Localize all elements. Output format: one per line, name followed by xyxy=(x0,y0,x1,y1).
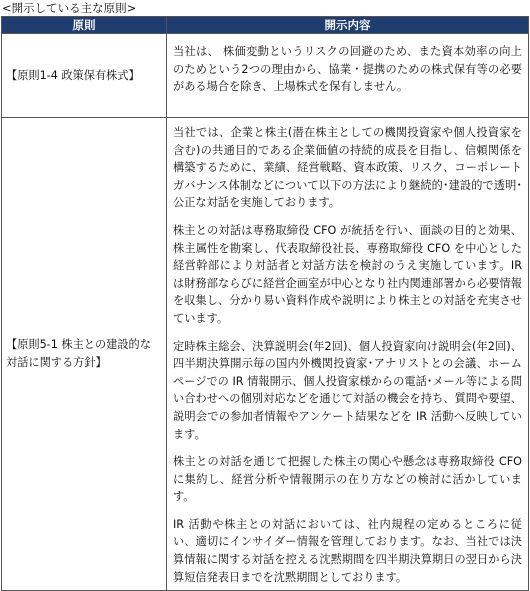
content-paragraph: 株主との対話は専務取締役 CFO が統括を行い、面談の目的と効果、株主属性を勘案し、代表取締役社長、専務取締役 CFO を中心とした経営幹部により対話者と対話方法を検討のうえ実施しています。IR は財務部ならびに経営企画室が中心となり社内関連部署から必要情報を収集し、分かり易い資料作成や説明により株主との対話を充実させています。 xyxy=(173,223,522,325)
principle-cell: 【原則1-4 政策保有株式】 xyxy=(2,34,167,118)
content-paragraph: 当社では、企業と株主(潜在株主としての機関投資家や個人投資家を含む)の共通目的である企業価値の持続的成長を目指し、信頼関係を構築するために、業績、経営戦略、資本政策、リスク、コーポレートガバナンス体制などについて以下の方法により継続的･建設的で透明･公正な対話を実施しております。 xyxy=(173,126,522,210)
principle-cell: 【原則5-1 株主との建設的な対話に関する方針】 xyxy=(2,118,167,591)
content-paragraph: 当社は、 株価変動というリスクの回避のため、また資本効率の向上のためという2つの理由から、協業・提携のための株式保有等の必要がある場合を除き、上場株式を保有しません。 xyxy=(173,45,522,94)
content-paragraph: 定時株主総会、決算説明会(年2回)、個人投資家向け説明会(年2回)、四半期決算開示毎の国内外機関投資家･アナリストとの会議、ホームページでの IR 情報開示、個人投資家様からの電話･メール等による問い合わせへの個別対応などを通じて対話の機会を持ち、質問や要望、説明会での参加者情報やアンケート結果などを IR 活動へ反映しています。 xyxy=(173,339,522,441)
disclosure-table xyxy=(1,16,529,591)
content-paragraph: 株主との対話を通じて把握した株主の関心や懸念は専務取締役 CFO に集約し、経営分析や情報開示の在り方などの検討に活かしています。 xyxy=(173,455,522,504)
content-cell xyxy=(167,118,529,591)
header-disclosure-content: 開示内容 xyxy=(167,17,529,34)
table-row xyxy=(2,34,529,118)
content-paragraph: IR 活動や株主との対話においては、社内規程の定めるところに従い、適切にインサイダー情報を管理しております。なお、当社では決算情報に関する対話を控える沈黙期間を四半期決算期日の翌日から決算短信発表日までを沈黙期間としております。 xyxy=(173,517,522,584)
table-caption: <開示している主な原則> xyxy=(2,1,137,15)
header-principle: 原則 xyxy=(2,17,167,34)
table-header-row xyxy=(2,17,529,34)
content-cell xyxy=(167,34,529,118)
table-row xyxy=(2,118,529,591)
